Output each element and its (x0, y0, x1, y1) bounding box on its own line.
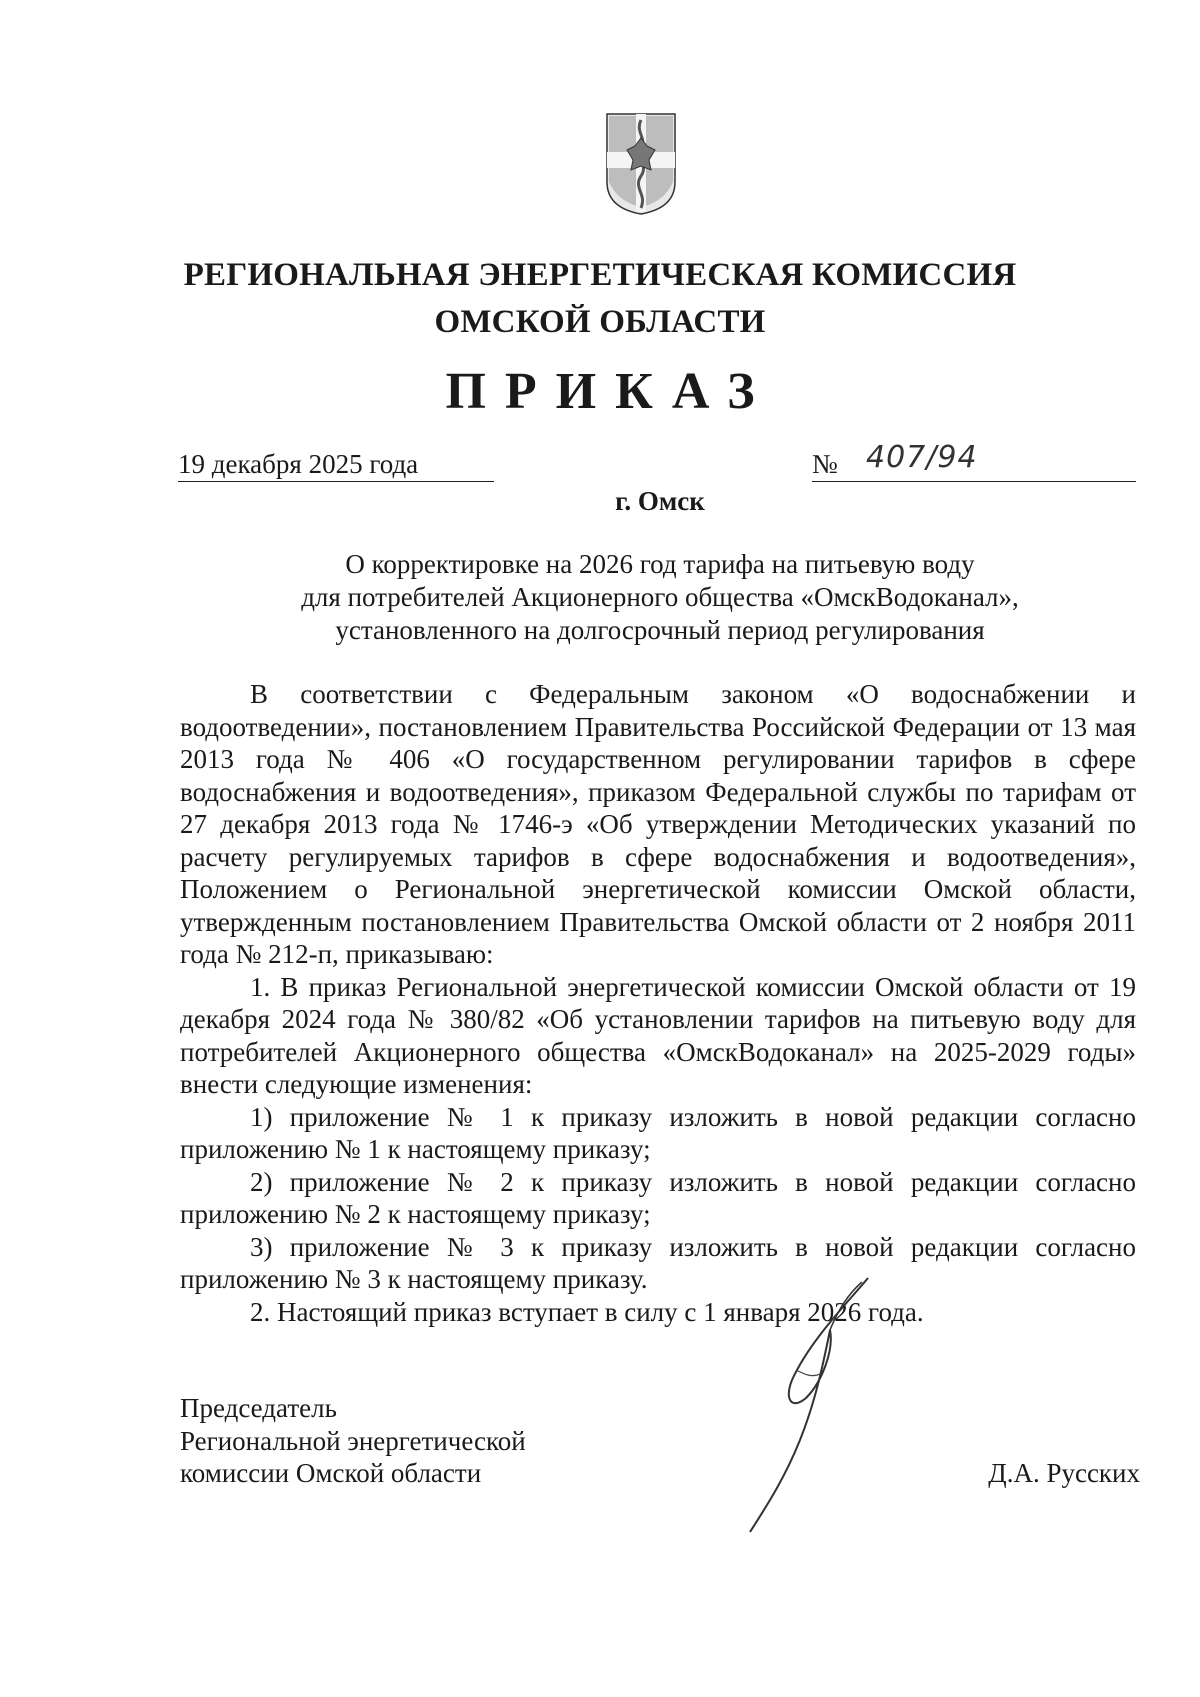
signatory-title-line: Региональной энергетической (180, 1425, 526, 1456)
document-subject (0, 548, 1200, 647)
document-type-title: ПРИКАЗ (445, 363, 774, 420)
signatory-title (180, 1392, 526, 1490)
subject-line: для потребителей Акционерного общества «ОмскВодоканал», (301, 582, 1019, 612)
signatory-title-line: Председатель (180, 1393, 337, 1423)
order-item-2: 2. Настоящий приказ вступает в силу с 1 января 2026 года. (250, 1296, 924, 1327)
organization-name-line2: ОМСКОЙ ОБЛАСТИ (434, 304, 766, 340)
document-date: 19 декабря 2025 года (178, 447, 494, 482)
document-body (180, 678, 1136, 1328)
document-number-handwritten: 407/94 (866, 440, 978, 475)
subject-line: установленного на долгосрочный период регулирования (335, 615, 985, 645)
city: г. Омск (615, 486, 705, 516)
order-subitem-2: 2) приложение № 2 к приказу изложить в новой редакции согласно приложению № 2 к настоящему приказу; (180, 1166, 1136, 1229)
order-item-1: 1. В приказ Региональной энергетической комиссии Омской области от 19 декабря 2024 года № 380/82 «Об установлении тарифов на питьевую воду для потребителей Акционерного общества «ОмскВодоканал» на 2025-2029 годы» внести следующие изменения: (180, 971, 1136, 1099)
signatory-name: Д.А. Русских (988, 1458, 1140, 1488)
preamble-paragraph: В соответствии с Федеральным законом «О водоснабжении и водоотведении», постановлением Правительства Российской Федерации от 13 мая 2013 года № 406 «О государственном регулировании тарифов в сфере водоснабжения и водоотведения», приказом Федеральной службы по тарифам от 27 декабря 2013 года № 1746-э «Об утверждении Методических указаний по расчету регулируемых тарифов в сфере водоснабжения и водоотведения», Положением о Региональной энергетической комиссии Омской области, утвержденным постановлением Правительства Омской области от 2 ноября 2011 года № 212-п, приказываю: (180, 679, 1136, 969)
organization-name-line1: РЕГИОНАЛЬНАЯ ЭНЕРГЕТИЧЕСКАЯ КОМИССИЯ (183, 257, 1017, 293)
handwritten-signature (730, 1270, 880, 1540)
document-number-field (812, 440, 1136, 482)
subject-line: О корректировке на 2026 год тарифа на питьевую воду (345, 549, 975, 579)
order-subitem-3: 3) приложение № 3 к приказу изложить в новой редакции согласно приложению № 3 к настоящему приказу. (180, 1231, 1136, 1294)
coat-of-arms-icon (605, 112, 677, 216)
order-subitem-1: 1) приложение № 1 к приказу изложить в новой редакции согласно приложению № 1 к настоящему приказу; (180, 1101, 1136, 1164)
signatory-title-line: комиссии Омской области (180, 1458, 482, 1488)
number-label: № (812, 449, 838, 479)
